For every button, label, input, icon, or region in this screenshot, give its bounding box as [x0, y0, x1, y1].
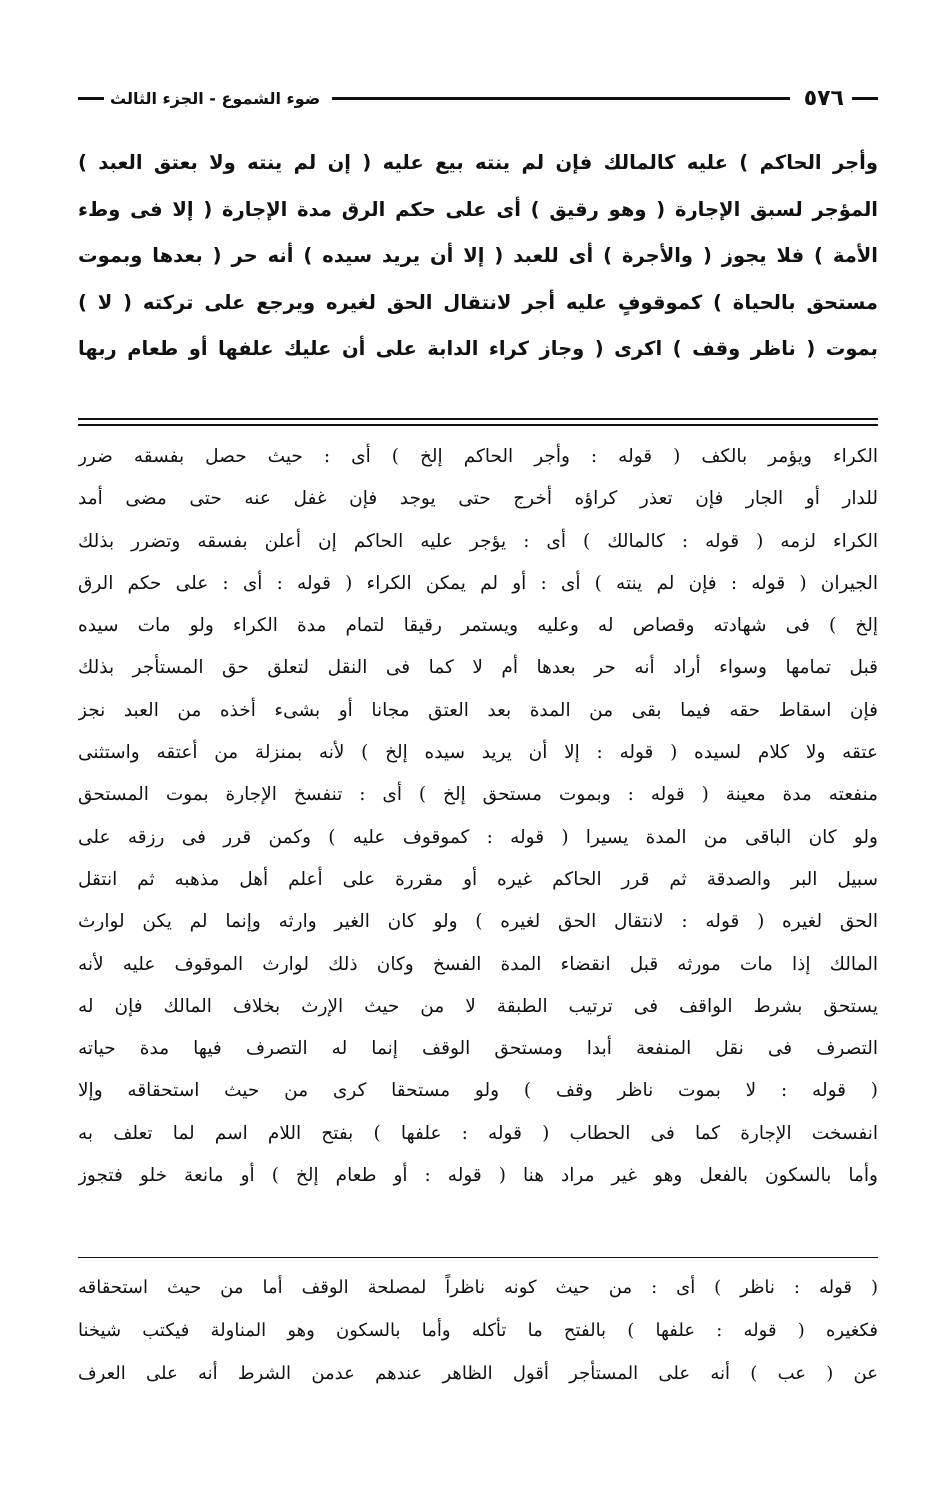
header-dash-right	[852, 97, 878, 100]
main-text-line: بموت ( ناظر وقف ) اكرى ( وجاز كراء الدابة على أن عليك علفها أو طعام ربها	[78, 337, 878, 360]
marginal-notes	[78, 1266, 878, 1395]
running-title: ضوء الشموع - الجزء الثالث	[110, 88, 321, 108]
commentary-line: ( قوله : لا بموت ناظر وقف ) ولو مستحقا كرى من حيث استحقاقه وإلا	[78, 1080, 878, 1102]
commentary-line: عتقه ولا كلام لسيده ( قوله : إلا أن يريد سيده إلخ ) لأنه بمنزلة من أعتقه واستثنى	[78, 742, 878, 764]
commentary-line: المالك إذا مات مورثه قبل انقضاء المدة الفسخ وكان ذلك لوارث الموقوف عليه لأنه	[78, 953, 878, 975]
main-text	[78, 140, 878, 373]
double-rule-bottom	[78, 424, 878, 426]
commentary-line: منفعته مدة معينة ( قوله : وبموت مستحق إلخ ) أى : تنفسخ الإجارة بموت المستحق	[78, 784, 878, 806]
page-number: ٥٧٦	[803, 85, 844, 111]
marginal-note-line: ( قوله : ناظر ) أى : من حيث كونه ناظراً لمصلحة الوقف أما من حيث استحقاقه	[78, 1277, 878, 1298]
commentary-line: انفسخت الإجارة كما فى الحطاب ( قوله : علفها ) بفتح اللام اسم لما تعلف به	[78, 1122, 878, 1144]
commentary-line: وأما بالسكون بالفعل وهو غير مراد هنا ( قوله : أو طعام إلخ ) أو مانعة خلو فتجوز	[78, 1165, 878, 1187]
main-text-line: مستحق بالحياة ) كموقوفٍ عليه أجر لانتقال الحق لغيره ويرجع على تركته ( لا )	[78, 290, 878, 314]
commentary-line: فإن اسقاط حقه فيما بقى من المدة بعد العتق مجانا أو بشىء أخذه من العبد نجز	[78, 699, 878, 721]
commentary-line: قبل تمامها وسواء أراد أنه حر بعدها أم لا كما فى النقل لتعلق حق المستأجر بذلك	[78, 657, 878, 679]
main-text-line: وأجر الحاكم ) عليه كالمالك فإن لم ينته بيع عليه ( إن لم ينته ولا بعتق العبد )	[78, 151, 878, 174]
main-text-line: المؤجر لسبق الإجارة ( وهو رقيق ) أى على حكم الرق مدة الإجارة ( إلا فى وطء	[78, 197, 878, 221]
commentary-line: التصرف فى نقل المنفعة أبدا ومستحق الوقف إنما له التصرف فيها مدة حياته	[78, 1038, 878, 1060]
footnote-rule	[78, 1257, 878, 1258]
marginal-note-line: عن ( عب ) أنه على المستأجر أقول الظاهر عندهم عدمن الشرط أنه على العرف	[78, 1363, 878, 1384]
commentary-line: الحق لغيره ( قوله : لانتقال الحق لغيره ) ولو كان الغير وارثه وإنما لم يكن لوارث	[78, 911, 878, 933]
commentary-line: الجيران ( قوله : فإن لم ينته ) أى : أو لم يمكن الكراء ( قوله : أى : على حكم الرق	[78, 572, 878, 594]
header-dash-left	[78, 97, 104, 100]
commentary-line: ولو كان الباقى من المدة يسيرا ( قوله : كموقوف عليه ) وكمن قرر فى رزقه على	[78, 826, 878, 848]
marginal-note-line: فكغيره ( قوله : علفها ) بالفتح ما تأكله وأما بالسكون وهو المناولة فيكتب شيخنا	[78, 1320, 878, 1341]
main-text-line: الأمة ) فلا يجوز ( والأجرة ) أى للعبد ( إلا أن يريد سيده ) أنه حر ( بعدها وبموت	[78, 244, 878, 267]
commentary-line: الكراء لزمه ( قوله : كالمالك ) أى : يؤجر عليه الحاكم إن أعلن بفسقه وتضرر بذلك	[78, 530, 878, 552]
commentary-line: إلخ ) فى شهادته وقصاص له وعليه ويستمر رقيقا لتمام مدة الكراء ولو مات سيده	[78, 615, 878, 637]
commentary-line: يستحق بشرط الواقف فى ترتيب الطبقة لا من حيث الإرث بخلاف المالك فإن له	[78, 995, 878, 1017]
header-rule	[332, 97, 790, 100]
double-rule-top	[78, 418, 878, 420]
commentary-line: سبيل البر والصدقة ثم قرر الحاكم غيره أو مقررة على أعلم أهل مذهبه ثم انتقل	[78, 868, 878, 890]
commentary-line: الكراء ويؤمر بالكف ( قوله : وأجر الحاكم إلخ ) أى : حيث حصل بفسقه ضرر	[78, 446, 878, 467]
running-header	[78, 80, 878, 116]
commentary-line: للدار أو الجار فإن تعذر كراؤه أخرج حتى يوجد فإن غفل عنه حتى مضى أمد	[78, 488, 878, 510]
commentary-text	[78, 436, 878, 1197]
